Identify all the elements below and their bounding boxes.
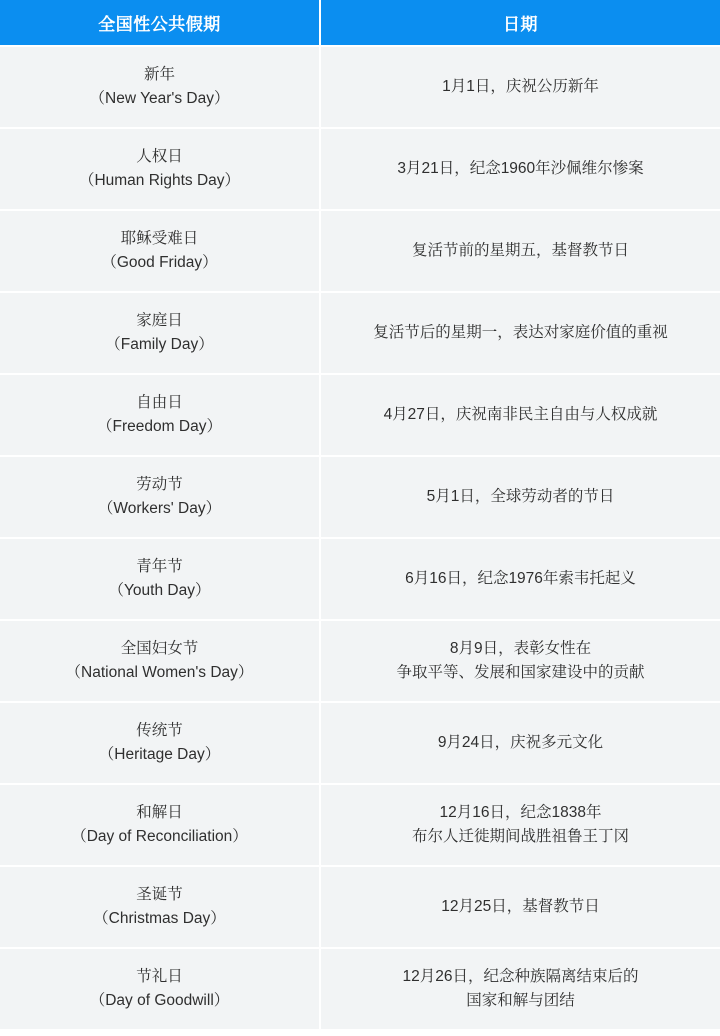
- holiday-date-line: 复活节后的星期一，表达对家庭价值的重视: [373, 324, 668, 342]
- holiday-name-en: （Heritage Day）: [98, 746, 221, 764]
- holiday-date-cell: [320, 46, 720, 128]
- holiday-name-en: （Youth Day）: [108, 582, 211, 600]
- holiday-name-cell: [0, 210, 320, 292]
- holiday-date-line: 12月26日，纪念种族隔离结束后的: [402, 968, 639, 986]
- holiday-date-cell: [320, 948, 720, 1029]
- holiday-name-cell: [0, 128, 320, 210]
- holiday-name-cn: 和解日: [136, 804, 183, 822]
- holiday-name-en: （Day of Reconciliation）: [71, 828, 248, 846]
- holiday-name-cn: 圣诞节: [136, 886, 183, 904]
- holiday-name-cell: [0, 292, 320, 374]
- holiday-date-line: 1月1日，庆祝公历新年: [442, 78, 599, 95]
- table-row: [0, 292, 720, 374]
- holiday-name-en: （Christmas Day）: [93, 910, 226, 928]
- holiday-name-cn: 传统节: [136, 722, 183, 740]
- holiday-date-cell: [320, 128, 720, 210]
- holiday-date-cell: [320, 866, 720, 948]
- holiday-name-cell: [0, 948, 320, 1029]
- holiday-name-cell: [0, 46, 320, 128]
- holiday-date-line: 4月27日，庆祝南非民主自由与人权成就: [383, 406, 658, 424]
- table-header: [0, 0, 720, 46]
- column-header-holiday: 全国性公共假期: [0, 0, 320, 46]
- holiday-name-cn: 青年节: [136, 558, 183, 576]
- holiday-date-cell: [320, 702, 720, 784]
- holiday-date-line: 3月21日，纪念1960年沙佩维尔惨案: [397, 160, 644, 178]
- holiday-date-line: 12月25日，基督教节日: [441, 898, 600, 916]
- table-row: [0, 374, 720, 456]
- holiday-name-cn: 自由日: [136, 394, 183, 412]
- holiday-date-line: 布尔人迁徙期间战胜祖鲁王丁冈: [411, 828, 629, 846]
- table-body: [0, 46, 720, 1029]
- holiday-date-line: 国家和解与团结: [466, 992, 575, 1010]
- holiday-date-cell: [320, 538, 720, 620]
- table-row: [0, 46, 720, 128]
- holiday-name-cn: 耶稣受难日: [120, 230, 199, 248]
- holiday-date-line: 9月24日，庆祝多元文化: [437, 734, 604, 752]
- table-row: [0, 948, 720, 1029]
- holiday-date-cell: [320, 374, 720, 456]
- holiday-name-cell: [0, 784, 320, 866]
- holiday-name-en: （Family Day）: [105, 336, 214, 354]
- column-header-date: 日期: [320, 0, 720, 46]
- holiday-date-cell: [320, 210, 720, 292]
- holiday-name-en: （Workers' Day）: [97, 500, 222, 518]
- holiday-date-cell: [320, 456, 720, 538]
- table-row: [0, 538, 720, 620]
- header-row: [0, 0, 720, 46]
- holiday-name-en: （New Year's Day）: [89, 90, 230, 108]
- holiday-name-cn: 人权日: [136, 148, 183, 166]
- holiday-name-cell: [0, 538, 320, 620]
- holiday-name-cell: [0, 866, 320, 948]
- holiday-name-en: （Freedom Day）: [97, 418, 222, 436]
- holiday-name-cn: 家庭日: [136, 312, 183, 330]
- holiday-date-cell: [320, 784, 720, 866]
- holiday-date-line: 12月16日，纪念1838年: [439, 804, 602, 822]
- holiday-name-cell: [0, 620, 320, 702]
- holiday-date-cell: [320, 292, 720, 374]
- holiday-name-cn: 劳动节: [136, 476, 183, 494]
- table-row: [0, 702, 720, 784]
- holiday-name-en: （Day of Goodwill）: [89, 992, 230, 1010]
- table-row: [0, 866, 720, 948]
- table-row: [0, 456, 720, 538]
- holiday-date-line: 6月16日，纪念1976年索韦托起义: [405, 570, 636, 588]
- holiday-date-line: 复活节前的星期五，基督教节日: [411, 242, 629, 260]
- table-row: [0, 784, 720, 866]
- holiday-name-cn: 全国妇女节: [120, 640, 199, 658]
- holiday-date-line: 争取平等、发展和国家建设中的贡献: [396, 664, 645, 682]
- holiday-name-en: （Human Rights Day）: [78, 172, 241, 190]
- holiday-date-cell: [320, 620, 720, 702]
- holiday-name-en: （National Women's Day）: [65, 664, 254, 682]
- holiday-name-en: （Good Friday）: [101, 254, 218, 272]
- holiday-name-cell: [0, 374, 320, 456]
- holiday-name-cn: 新年: [143, 66, 175, 83]
- table-row: [0, 128, 720, 210]
- holiday-name-cn: 节礼日: [136, 968, 183, 986]
- table-row: [0, 620, 720, 702]
- holiday-date-line: 5月1日，全球劳动者的节日: [426, 488, 615, 506]
- holiday-name-cell: [0, 702, 320, 784]
- holiday-name-cell: [0, 456, 320, 538]
- table-row: [0, 210, 720, 292]
- holiday-date-line: 8月9日，表彰女性在: [449, 640, 592, 658]
